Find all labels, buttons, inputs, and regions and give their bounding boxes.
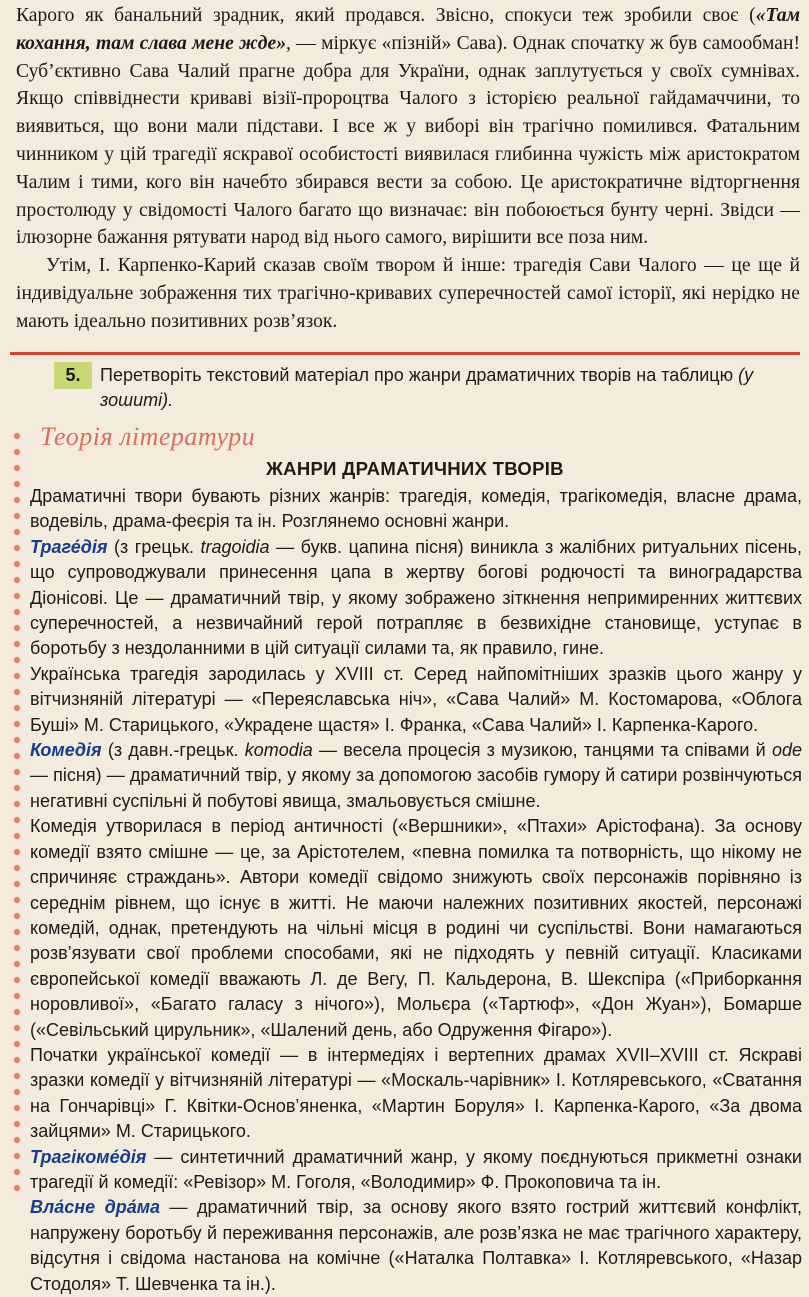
margin-dot: [14, 593, 20, 599]
dotted-margin-decoration: [10, 430, 24, 1200]
margin-dot: [14, 1025, 20, 1031]
margin-dot: [14, 1073, 20, 1079]
body-text: [16, 2, 800, 336]
margin-dot: [14, 961, 20, 967]
task-text: Перетворіть текстовий матеріал про жанри драматичних творів на таблицю (у зошиті).: [100, 365, 754, 410]
margin-dot: [14, 993, 20, 999]
margin-dot: [14, 577, 20, 583]
comedy-ukr-paragraph: Початки української комедії — в інтермедіях і вертепних драмах XVII–XVIII ст. Яскраві зразки комедії у вітчизняній літературі — «Москаль-чарівник» І. Котляревського, «Сватання на Гончарівці» Г. Квітки-Основ’яненка, «Мартин Боруля» І. Карпенка-Карого, «За двома зайцями» М. Старицького.: [30, 1044, 802, 1142]
margin-dot: [14, 849, 20, 855]
task-block: [54, 362, 802, 414]
drama-paragraph: Вла́сне дра́ма — драматичний твір, за основу якого взято гострий життєвий конфлікт, напружену боротьбу й переживання персонажів, але розв’язка не має трагічного характеру, відсутня і свідома настанова на комічне («Наталка Полтавка» І. Котляревського, «Назар Стодоля» Т. Шевченка та ін.).: [30, 1197, 802, 1294]
margin-dot: [14, 513, 20, 519]
margin-dot: [14, 705, 20, 711]
paragraph-1: Карого як банальний зрадник, який продався. Звісно, спокуси теж зробили своє («Там кохання, там слава мене жде», — міркує «пізній» Сава). Однак спочатку ж був самообман! Суб’єктивно Сава Чалий прагне добра для України, однак заплутується у своїх сумнівах. Якщо співвіднести криваві візії-пророцтва Чалого з історією реальної гайдамаччини, то виявиться, що вони мали підстави. І все ж у виборі він трагічно помилився. Фатальним чинником у цій трагедії яскравої особистості виявилася глибинна чужість між аристократом Чалим і тими, кого він начебто збирався вести за собою. Це аристократичне відторгнення простолюду у свідомості Чалого багато що визначає: він побоюється бунту черні. Звідси — ілюзорне бажання рятувати народ від нього самого, вирішити все поза ним.: [16, 5, 800, 249]
margin-dot: [14, 625, 20, 631]
margin-dot: [14, 1057, 20, 1063]
section-title: ЖАНРИ ДРАМАТИЧНИХ ТВОРІВ: [266, 458, 564, 479]
margin-dot: [14, 497, 20, 503]
margin-dot: [14, 1185, 20, 1191]
margin-dot: [14, 865, 20, 871]
task-note: (у зошиті).: [100, 365, 754, 410]
margin-dot: [14, 545, 20, 551]
margin-dot: [14, 1009, 20, 1015]
section-divider: [10, 352, 800, 355]
margin-dot: [14, 785, 20, 791]
margin-dot: [14, 1153, 20, 1159]
margin-dot: [14, 641, 20, 647]
margin-dot: [14, 945, 20, 951]
margin-dot: [14, 481, 20, 487]
margin-dot: [14, 1105, 20, 1111]
margin-dot: [14, 833, 20, 839]
margin-dot: [14, 689, 20, 695]
tragicomedy-paragraph: Трагікоме́дія — синтетичний драматичний жанр, у якому поєднуються прикметні ознаки трагедії й комедії: «Ревізор» М. Гоголя, «Володимир» Ф. Прокоповича та ін.: [30, 1146, 802, 1192]
margin-dot: [14, 913, 20, 919]
margin-dot: [14, 465, 20, 471]
theory-heading: Теорія літератури: [40, 422, 256, 451]
margin-dot: [14, 433, 20, 439]
margin-dot: [14, 561, 20, 567]
margin-dot: [14, 897, 20, 903]
margin-dot: [14, 881, 20, 887]
margin-dot: [14, 673, 20, 679]
margin-dot: [14, 657, 20, 663]
margin-dot: [14, 753, 20, 759]
intro-paragraph: Драматичні твори бувають різних жанрів: трагедія, комедія, трагікомедія, власне драма, водевіль, драма-феєрія та ін. Розглянемо основні жанри.: [30, 486, 802, 532]
comedy-paragraph: Комедія (з давн.-грецьк. komodia — весела процесія з музикою, танцями та співами й ode — пісня) — драматичний твір, у якому за допомогою засобів гумору й сатири розвінчуються негативні суспільні й побутові явища, змальовується смішне.: [30, 740, 802, 811]
margin-dot: [14, 817, 20, 823]
term-tragicomedy: Трагікоме́дія: [30, 1146, 147, 1167]
paragraph-2: Утім, І. Карпенко-Карий сказав своїм твором й інше: трагедія Сави Чалого — це ще й індивідуальне зображення тих трагічно-кривавих суперечностей самої історії, які нерідко не мають ідеально позитивних розв’язок.: [16, 255, 800, 332]
margin-dot: [14, 769, 20, 775]
margin-dot: [14, 1089, 20, 1095]
tragedy-history-paragraph: Українська трагедія зародилась у XVIII ст. Серед найпомітніших зразків цього жанру у вітчизняній літературі — «Переяславська ніч», «Сава Чалий» М. Костомарова, «Облога Буші» М. Старицького, «Украдене щастя» І. Франка, «Сава Чалий» І. Карпенка-Карого.: [30, 663, 802, 735]
margin-dot: [14, 1041, 20, 1047]
margin-dot: [14, 529, 20, 535]
margin-dot: [14, 1169, 20, 1175]
margin-dot: [14, 737, 20, 743]
task-number-badge: 5.: [54, 362, 92, 389]
term-drama: Вла́сне дра́ма: [30, 1197, 161, 1218]
margin-dot: [14, 721, 20, 727]
tragedy-paragraph: Траге́дія (з грецьк. tragoidia — букв. цапина пісня) виникла з жалібних ритуальних пісень, що супроводжували принесення цапа в жертву богові родючості та виноградарства Діонісові. Це — драматичний твір, у якому зображено зіткнення непримиренних життєвих суперечностей, а незвичайний герой потрапляє в безвихідне становище, уступає в боротьбу з нездоланними в цій ситуації силами та, як правило, гине.: [30, 536, 802, 659]
term-comedy: Комедія: [30, 740, 102, 761]
comedy-history-paragraph: Комедія утворилася в період античності («Вершники», «Птахи» Арістофана). За основу комедії взято смішне — це, за Арістотелем, «певна помилка та потворність, що нікому не спричиняє страждань». Автори комедії свідомо знижують своїх персонажів порівняно із середнім рівнем, що існує в житті. Не маючи належних позитивних якостей, персонажі комедій, однак, претендують на чільні місця в родині чи суспільстві. Вони намагаються розв’язувати свої проблеми способами, які не підходять у певній ситуації. Класиками європейської комедії вважають Л. де Вегу, П. Кальдерона, В. Шекспіра («Приборкання норовливої», «Багато галасу з нічого»), Мольєра («Тартюф», «Дон Жуан»), Бомарше («Севільський цирульник», «Шалений день, або Одруження Фігаро»).: [30, 816, 802, 1040]
margin-dot: [14, 977, 20, 983]
margin-dot: [14, 929, 20, 935]
margin-dot: [14, 609, 20, 615]
margin-dot: [14, 1137, 20, 1143]
term-tragedy: Траге́дія: [30, 536, 108, 557]
margin-dot: [14, 1121, 20, 1127]
theory-body: [30, 484, 802, 1297]
quote: «Там кохання, там слава мене жде»: [16, 5, 800, 54]
margin-dot: [14, 449, 20, 455]
margin-dot: [14, 801, 20, 807]
